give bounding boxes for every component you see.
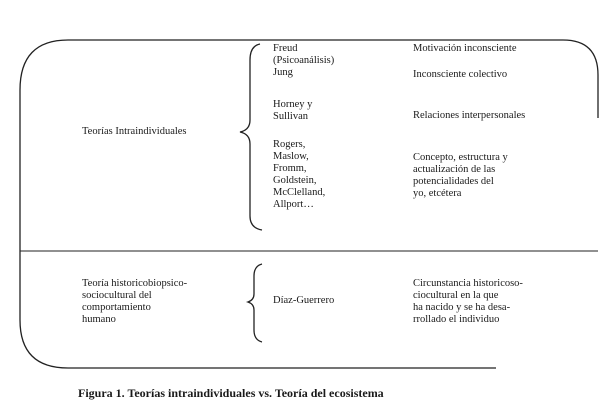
- concept-relaciones: Relaciones interpersonales: [413, 110, 526, 121]
- category-ecosistema: Teoría historicobiopsico- sociocultural del comportamiento humano: [82, 278, 188, 325]
- curly-brace-ecosystem: [248, 264, 262, 342]
- concept-actualizacion: Concepto, estructura y actualización de las potencialidades del yo, etcétera: [413, 152, 508, 199]
- concept-inconsciente-colectivo: Inconsciente colectivo: [413, 69, 508, 80]
- concept-motivacion: Motivación inconsciente: [413, 43, 517, 54]
- authors-diaz-guerrero: Díaz-Guerrero: [273, 295, 335, 306]
- category-intraindividual: Teorías Intraindividuales: [82, 126, 187, 137]
- curly-brace-intraindividual: [240, 44, 262, 230]
- authors-freud-jung: Freud (Psicoanálisis) Jung: [273, 43, 335, 78]
- authors-horney-sullivan: Horney y Sullivan: [273, 99, 313, 122]
- figure-caption: Figura 1. Teorías intraindividuales vs. Teoría del ecosistema: [78, 386, 384, 400]
- authors-rogers-etc: Rogers, Maslow, Fromm, Goldstein, McClelland, Allport…: [273, 139, 326, 210]
- concept-circunstancia: Circunstancia historicoso- ciocultural en la que ha nacido y se ha desa- rrollado el individuo: [413, 278, 523, 325]
